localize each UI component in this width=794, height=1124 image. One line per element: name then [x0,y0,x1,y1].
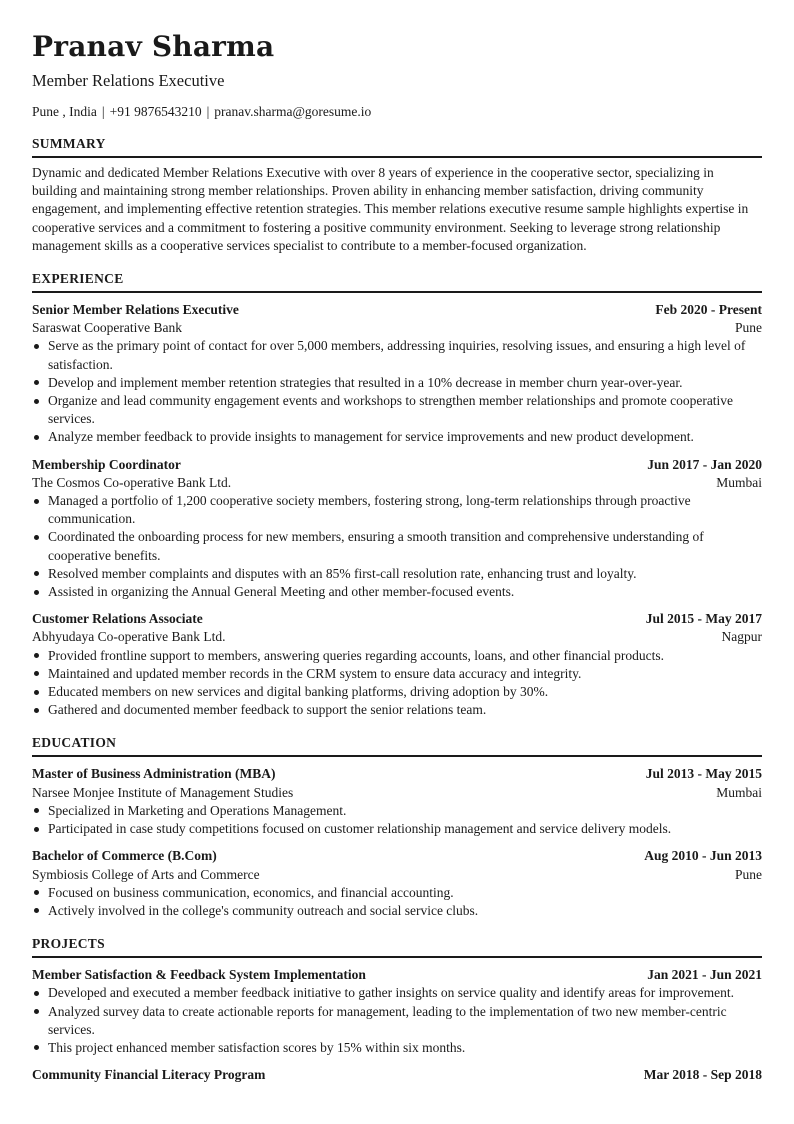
bullet-item: Educated members on new services and digital banking platforms, driving adoption by 30%. [32,683,762,701]
bullet-item: Organize and lead community engagement events and workshops to strengthen member relationships and promote cooperative services. [32,392,762,428]
education-entry [32,847,762,920]
education-dates: Aug 2010 - Jun 2013 [644,848,762,864]
bullet-list [32,647,762,720]
school-name: Narsee Monjee Institute of Management Studies [32,784,294,800]
projects-heading: PROJECTS [32,935,762,958]
experience-entry [32,301,762,447]
job-dates: Jul 2015 - May 2017 [645,611,762,627]
bullet-item: Serve as the primary point of contact for over 5,000 members, addressing inquiries, resolving issues, and ensuring a high level of satisfaction. [32,337,762,373]
project-name: Community Financial Literacy Program [32,1067,266,1083]
email-link[interactable]: pranav.sharma@goresume.io [214,104,372,119]
bullet-item: Actively involved in the college's community outreach and social service clubs. [32,902,762,920]
phone-text: +91 9876543210 [109,104,202,119]
contact-separator: | [206,104,210,119]
project-dates: Mar 2018 - Sep 2018 [643,1067,762,1083]
project-entry [32,1066,762,1084]
company-name: The Cosmos Co-operative Bank Ltd. [32,474,232,490]
experience-heading: EXPERIENCE [32,270,762,293]
education-dates: Jul 2013 - May 2015 [645,766,762,782]
location-text: Pune , India [32,104,97,119]
bullet-item: Assisted in organizing the Annual General Meeting and other member-focused events. [32,583,762,601]
education-entry [32,765,762,838]
bullet-list [32,884,762,920]
bullet-item: Specialized in Marketing and Operations Management. [32,802,762,820]
degree-name: Bachelor of Commerce (B.Com) [32,848,217,864]
bullet-item: Gathered and documented member feedback to support the senior relations team. [32,701,762,719]
experience-entry [32,610,762,719]
contact-line [32,103,762,121]
summary-heading: SUMMARY [32,135,762,158]
bullet-item: Analyze member feedback to provide insights to management for service improvements and new product development. [32,428,762,446]
experience-section [32,270,762,719]
bullet-item: Focused on business communication, economics, and financial accounting. [32,884,762,902]
job-role: Senior Member Relations Executive [32,302,239,318]
education-section [32,734,762,920]
job-role: Membership Coordinator [32,456,181,472]
projects-section [32,935,762,1084]
bullet-item: Analyzed survey data to create actionable reports for management, leading to the implementation of two new member-centric services. [32,1003,762,1039]
candidate-name: Pranav Sharma [32,30,275,63]
company-name: Abhyudaya Co-operative Bank Ltd. [32,629,226,645]
bullet-item: Coordinated the onboarding process for new members, ensuring a smooth transition and comprehensive understanding of cooperative benefits. [32,528,762,564]
bullet-item: Resolved member complaints and disputes with an 85% first-call resolution rate, enhancing trust and loyalty. [32,565,762,583]
project-entry [32,966,762,1057]
bullet-list [32,337,762,446]
project-name: Member Satisfaction & Feedback System Implementation [32,967,366,983]
bullet-item: Developed and executed a member feedback initiative to gather insights on service quality and identify areas for improvement. [32,984,762,1002]
contact-separator: | [101,104,105,119]
job-dates: Jun 2017 - Jan 2020 [647,456,762,472]
job-location: Nagpur [721,629,762,645]
job-title: Member Relations Executive [32,71,225,90]
school-name: Symbiosis College of Arts and Commerce [32,866,260,882]
job-dates: Feb 2020 - Present [655,302,762,318]
project-dates: Jan 2021 - Jun 2021 [647,967,762,983]
school-location: Mumbai [716,784,762,800]
job-location: Pune [735,320,762,336]
resume-page [32,0,762,1084]
bullet-item: Managed a portfolio of 1,200 cooperative society members, fostering strong, long-term relationships through proactive communication. [32,492,762,528]
company-name: Saraswat Cooperative Bank [32,320,182,336]
school-location: Pune [735,866,762,882]
bullet-item: This project enhanced member satisfaction scores by 15% within six months. [32,1039,762,1057]
bullet-list [32,984,762,1057]
bullet-item: Participated in case study competitions focused on customer relationship management and service delivery models. [32,820,762,838]
job-role: Customer Relations Associate [32,611,203,627]
education-heading: EDUCATION [32,734,762,757]
degree-name: Master of Business Administration (MBA) [32,766,276,782]
summary-section [32,135,762,255]
summary-text: Dynamic and dedicated Member Relations Executive with over 8 years of experience in the cooperative sector, specializing in building and maintaining strong member relationships. Proven ability in enhancing member satisfaction, driving community engagement, and implementing effective retention strategies. This member relations executive resume sample highlights expertise in cooperative services and a commitment to fostering a positive community environment. Seeking to leverage strong relationship management skills as a cooperative services specialist to contribute to a member-focused organization. [32,165,749,253]
job-location: Mumbai [716,474,762,490]
bullet-list [32,492,762,601]
experience-entry [32,456,762,602]
bullet-item: Maintained and updated member records in the CRM system to ensure data accuracy and integrity. [32,665,762,683]
bullet-item: Provided frontline support to members, answering queries regarding accounts, loans, and other financial products. [32,647,762,665]
bullet-item: Develop and implement member retention strategies that resulted in a 10% decrease in member churn year-over-year. [32,374,762,392]
bullet-list [32,802,762,838]
